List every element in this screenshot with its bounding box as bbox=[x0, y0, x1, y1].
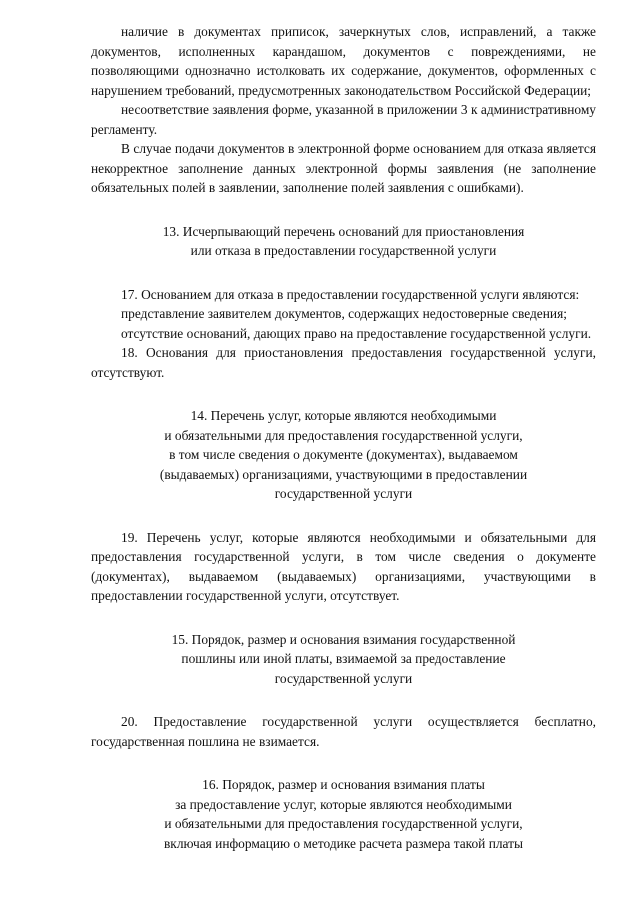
section-heading-line: 13. Исчерпывающий перечень оснований для приостановления bbox=[162, 223, 525, 239]
section-16-heading bbox=[91, 775, 596, 853]
section-heading-line: государственной услуги bbox=[274, 486, 413, 501]
section-heading-line: 15. Порядок, размер и основания взимания государственной bbox=[171, 631, 516, 647]
section-15-heading bbox=[91, 630, 596, 689]
paragraph-17-item-false-documents: представление заявителем документов, содержащих недостоверные сведения; bbox=[121, 306, 567, 321]
paragraph-20: 20. Предоставление государственной услуги осуществляется бесплатно, государственная пошлина не взимается. bbox=[91, 714, 596, 749]
section-heading-line: 14. Перечень услуг, которые являются необходимыми bbox=[190, 408, 497, 423]
section-heading-line: (выдаваемых) организациями, участвующими в предоставлении bbox=[159, 466, 528, 482]
paragraph-form-mismatch: несоответствие заявления форме, указанной в приложении 3 к административному регламенту. bbox=[91, 102, 596, 137]
section-heading-line: в том числе сведения о документе (документах), выдаваемом bbox=[169, 447, 518, 462]
section-heading-line: за предоставление услуг, которые являются необходимыми bbox=[175, 796, 512, 812]
paragraph-17-item-no-grounds: отсутствие оснований, дающих право на предоставление государственной услуги. bbox=[121, 325, 592, 341]
section-14-heading bbox=[91, 406, 596, 504]
section-heading-line: или отказа в предоставлении государственной услуги bbox=[190, 243, 497, 258]
paragraph-refusal-grounds-corrections: наличие в документах приписок, зачеркнутых слов, исправлений, а также документов, исполненных карандашом, документов с повреждениями, не позволяющими однозначно истолковать их содержание, документов, оформленных с нарушением требований, предусмотренных законодательством Российской Федерации; bbox=[91, 24, 596, 98]
section-heading-line: государственной услуги bbox=[274, 670, 413, 686]
paragraph-19: 19. Перечень услуг, которые являются необходимыми и обязательными для предоставления государственной услуги, в том числе сведения о документе (документах), выдаваемом (выдаваемых) организациями, участвующими в предоставлении государственной услуги, отсутствует. bbox=[91, 529, 596, 603]
paragraph-electronic-form-refusal: В случае подачи документов в электронной форме основанием для отказа является некорректное заполнение данных электронной формы заявления (не заполнение обязательных полей в заявлении, заполнение полей заявления с ошибками). bbox=[91, 141, 596, 195]
section-heading-line: и обязательными для предоставления государственной услуги, bbox=[164, 816, 523, 831]
section-heading-line: 16. Порядок, размер и основания взимания платы bbox=[202, 777, 485, 792]
section-heading-line: пошлины или иной платы, взимаемой за предоставление bbox=[181, 651, 506, 666]
document-page bbox=[91, 22, 596, 853]
paragraph-18: 18. Основания для приостановления предоставления государственной услуги, отсутствуют. bbox=[91, 345, 596, 380]
section-13-heading bbox=[91, 222, 596, 261]
section-heading-line: включая информацию о методике расчета размера такой платы bbox=[163, 835, 523, 851]
paragraph-17: 17. Основанием для отказа в предоставлении государственной услуги являются: bbox=[121, 286, 580, 302]
section-heading-line: и обязательными для предоставления государственной услуги, bbox=[164, 427, 523, 443]
